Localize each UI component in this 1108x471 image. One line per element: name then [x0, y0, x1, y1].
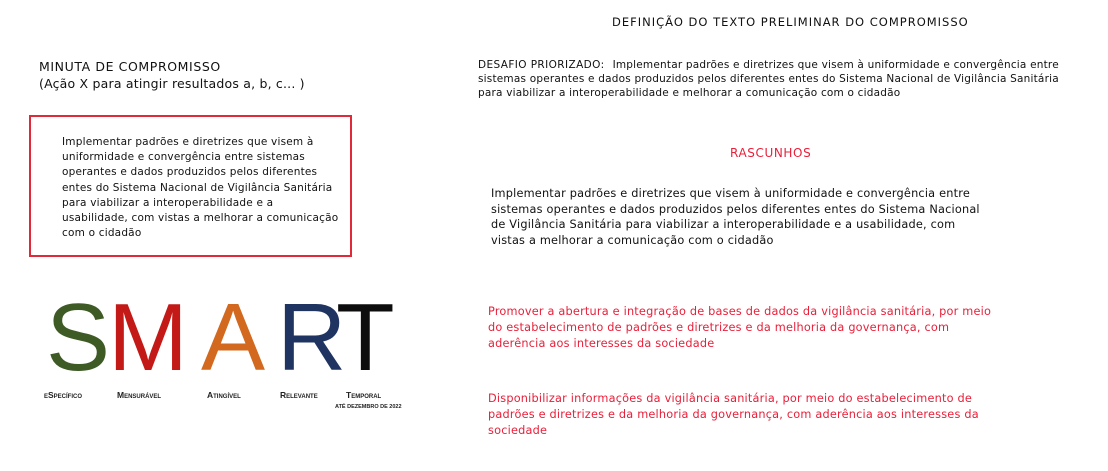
- smart-caption-atingivel: Atingível: [207, 390, 241, 400]
- minuta-subtitle: (Ação X para atingir resultados a, b, c... ): [39, 76, 305, 91]
- minuta-title: MINUTA DE COMPROMISSO: [39, 59, 221, 74]
- draft-1: Implementar padrões e diretrizes que visem à uniformidade e convergência entre sistemas operantes e dados produzidos pelos diferentes entes do Sistema Nacional de Vigilância Sanitária para viabilizar a interoperabilidade e a usabilidade, com vistas a melhorar a comunicação com o cidadão: [491, 187, 980, 247]
- commitment-text: Implementar padrões e diretrizes que visem à uniformidade e convergência entre sistemas operantes e dados produzidos pelos diferentes entes do Sistema Nacional de Vigilância Sanitária para viabilizar a interoperabilidade e a usabilidade, com vistas a melhorar a comunicação com o cidadão: [62, 136, 339, 240]
- smart-letter-t: T: [336, 284, 395, 391]
- smart-letter-s: S: [46, 284, 111, 391]
- desafio-priorizado: [478, 58, 1078, 100]
- page-title: DEFINIÇÃO DO TEXTO PRELIMINAR DO COMPROMISSO: [612, 15, 969, 29]
- rascunhos-title: RASCUNHOS: [730, 146, 812, 160]
- desafio-text: Implementar padrões e diretrizes que visem à uniformidade e convergência entre sistemas operantes e dados produzidos pelos diferentes entes do Sistema Nacional de Vigilância Sanitária para viabilizar a interoperabilidade e melhorar a comunicação com o cidadão: [478, 59, 1059, 99]
- smart-caption-relevante: Relevante: [280, 390, 318, 400]
- smart-caption-mensuravel: Mensurável: [117, 390, 162, 400]
- smart-caption-temporal: Temporal: [346, 390, 382, 400]
- desafio-label: DESAFIO PRIORIZADO:: [478, 59, 605, 71]
- draft-3: Disponibilizar informações da vigilância sanitária, por meio do estabelecimento de padrões e diretrizes e da melhoria da governança, com aderência aos interesses da sociedade: [488, 392, 979, 437]
- smart-letter-a: A: [201, 284, 266, 391]
- smart-letter-m: M: [108, 284, 188, 391]
- smart-letter-r: R: [277, 284, 347, 391]
- smart-deadline: ATÉ DEZEMBRO DE 2022: [335, 404, 402, 410]
- draft-2: Promover a abertura e integração de bases de dados da vigilância sanitária, por meio do estabelecimento de padrões e diretrizes e da melhoria da governança, com aderência aos interesses da sociedade: [488, 305, 992, 350]
- commitment-box: [29, 115, 352, 257]
- smart-caption-especifico: eSpecífico: [44, 390, 83, 400]
